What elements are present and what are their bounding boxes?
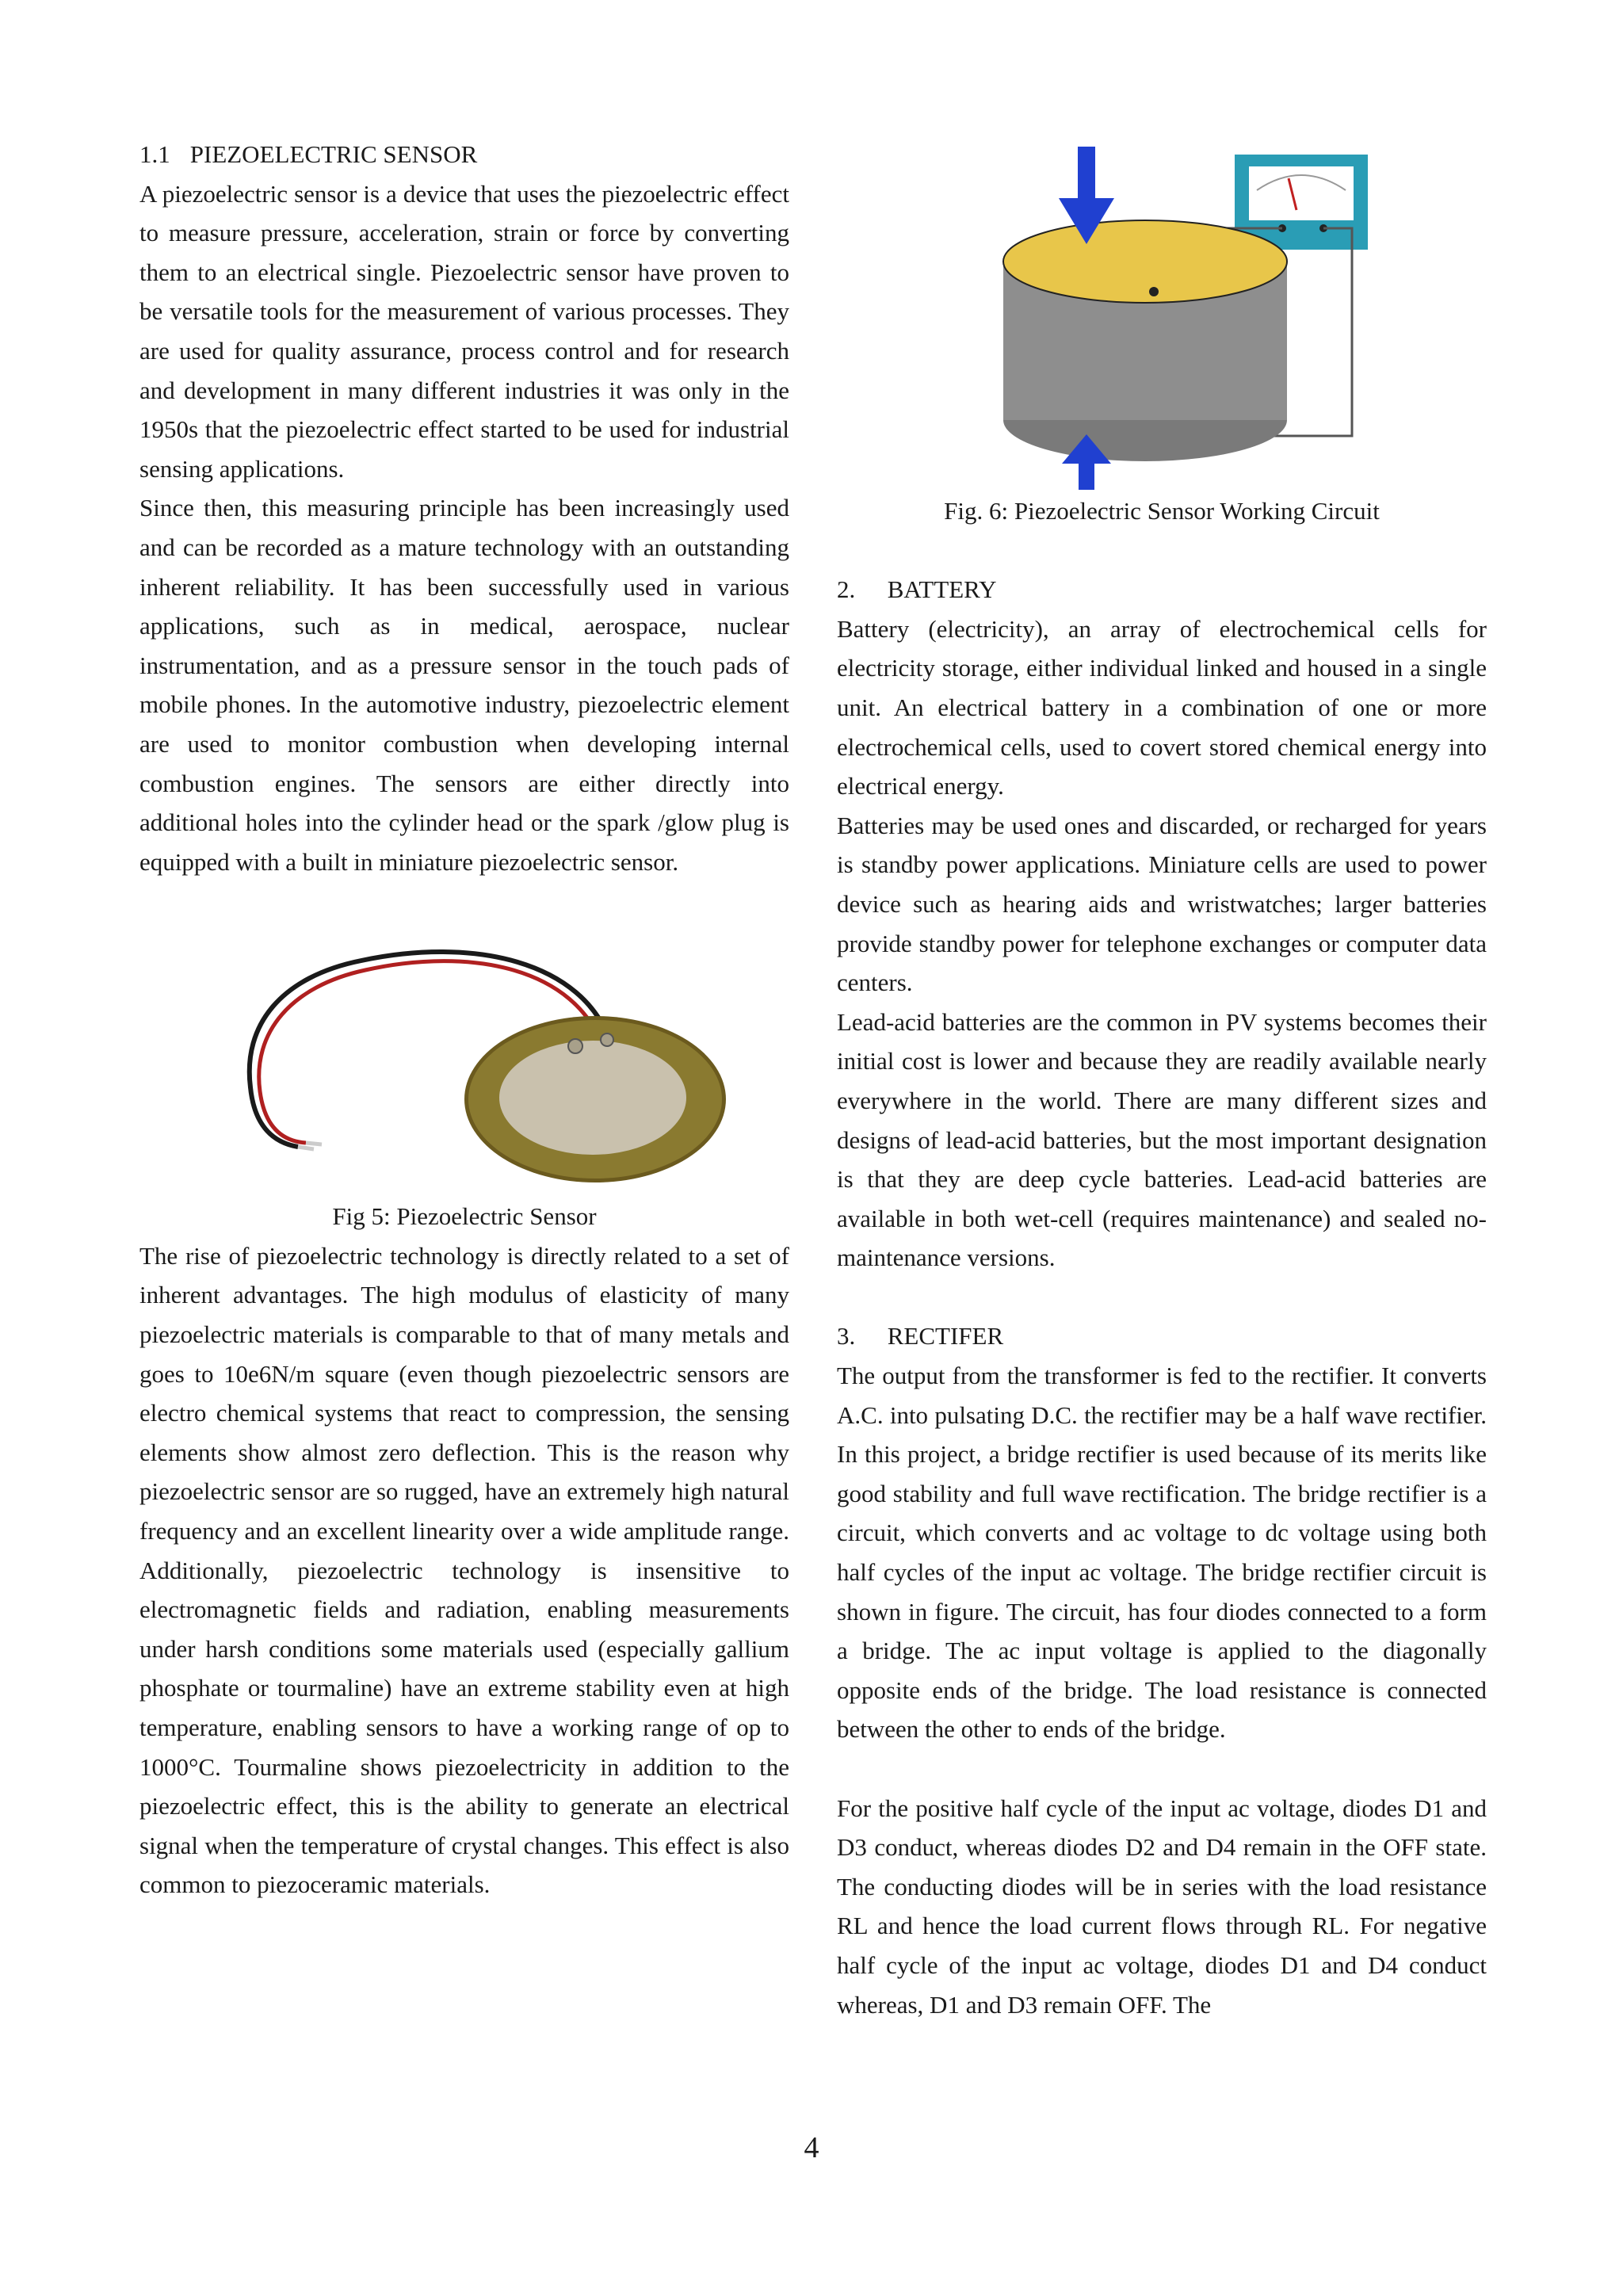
piezoelectric-sensor-figure bbox=[203, 929, 726, 1190]
paragraph: Since then, this measuring principle has been increasingly used and can be recorded as a mature technology with an outstanding inherent reliability. It has been successfully used in various applications, such as in medical, aerospace, nuclear instrumentation, and as a pressure sensor in the touch pads of mobile phones. In the automotive industry, piezoelectric element are used to monitor combustion when developing internal combustion engines. The sensors are either directly into additional holes into the cylinder head or the spark /glow plug is equipped with a built in miniature piezoelectric sensor. bbox=[139, 494, 789, 876]
section-title: PIEZOELECTRIC SENSOR bbox=[189, 140, 478, 168]
section-heading-piezoelectric-sensor bbox=[139, 135, 789, 174]
paragraph: A piezoelectric sensor is a device that uses the piezoelectric effect to measure pressure, acceleration, strain or force by converting them to an electrical single. Piezoelectric sensor have proven to be versatile tools for the measurement of various processes. They are used for quality assurance, process control and for research and development in many different industries it was only in the 1950s that the piezoelectric effect started to be used for industrial sensing applications. bbox=[139, 179, 789, 483]
figure-6-caption: Fig. 6: Piezoelectric Sensor Working Circuit bbox=[944, 497, 1380, 525]
section-heading-rectifier bbox=[837, 1316, 1487, 1356]
right-column bbox=[837, 135, 1487, 2024]
section-number: 1.1 bbox=[139, 140, 170, 168]
paragraph: Batteries may be used ones and discarded, or recharged for years is standby power applications. Miniature cells are used to power device such as hearing aids and wristwatches; larger batteries provide standby power for telephone exchanges or computer data centers. bbox=[837, 811, 1487, 997]
page-number: 4 bbox=[804, 2131, 819, 2164]
section-number: 3. bbox=[837, 1322, 856, 1350]
paragraph: The output from the transformer is fed to the rectifier. It converts A.C. into pulsating D.C. the rectifier may be a half wave rectifier. In this project, a bridge rectifier is used because of its merits like good stability and full wave rectification. The bridge rectifier is a circuit, which converts and ac voltage to dc voltage using both half cycles of the input ac voltage. The bridge rectifier circuit is shown in figure. The circuit, has four diodes connected to a form a bridge. The ac input voltage is applied to the diagonally opposite ends of the bridge. The load resistance is connected between the other to ends of the bridge. bbox=[837, 1362, 1487, 1744]
paragraph: Battery (electricity), an array of electrochemical cells for electricity storage, either individual linked and housed in a single unit. An electrical battery in a combination of one or more electrochemical cells, used to covert stored chemical energy into electrical energy. bbox=[837, 614, 1487, 800]
left-column bbox=[139, 135, 789, 1904]
paragraph: For the positive half cycle of the input ac voltage, diodes D1 and D3 conduct, whereas diodes D2 and D4 remain in the OFF state. The conducting diodes will be in series with the load resistance RL and hence the load current flows through RL. For negative half cycle of the input ac voltage, diodes D1 and D4 conduct whereas, D1 and D3 remain OFF. The bbox=[837, 1794, 1487, 2019]
paragraph: Lead-acid batteries are the common in PV systems becomes their initial cost is lower and because they are readily available nearly everywhere in the world. There are many different sizes and designs of lead-acid batteries, but the most important designation is that they are deep cycle batteries. Lead-acid batteries are available in both wet-cell (requires maintenance) and sealed no-maintenance versions. bbox=[837, 1007, 1487, 1272]
section-title: RECTIFER bbox=[887, 1322, 1004, 1350]
piezoelectric-working-circuit-figure bbox=[916, 143, 1407, 491]
paragraph: The rise of piezoelectric technology is directly related to a set of inherent advantages. The high modulus of elasticity of many piezoelectric materials is comparable to that of many metals and goes to 10e6N/m square (even though piezoelectric sensors are electro chemical systems that react to compression, the sensing elements show almost zero deflection. This is the reason why piezoelectric sensor are so rugged, have an extremely high natural frequency and an excellent linearity over a wide amplitude range. Additionally, piezoelectric technology is insensitive to electromagnetic fields and radiation, enabling measurements under harsh conditions some materials used (especially gallium phosphate or tourmaline) have an extreme stability even at high temperature, enabling sensors to have a working range of op to 1000°C. Tourmaline shows piezoelectricity in addition to the piezoelectric effect, this is the ability to generate an electrical signal when the temperature of crystal changes. This effect is also common to piezoceramic materials. bbox=[139, 1241, 789, 1899]
figure-5-caption: Fig 5: Piezoelectric Sensor bbox=[332, 1202, 597, 1231]
section-number: 2. bbox=[837, 575, 856, 604]
section-title: BATTERY bbox=[887, 575, 997, 604]
section-heading-battery bbox=[837, 570, 1487, 609]
